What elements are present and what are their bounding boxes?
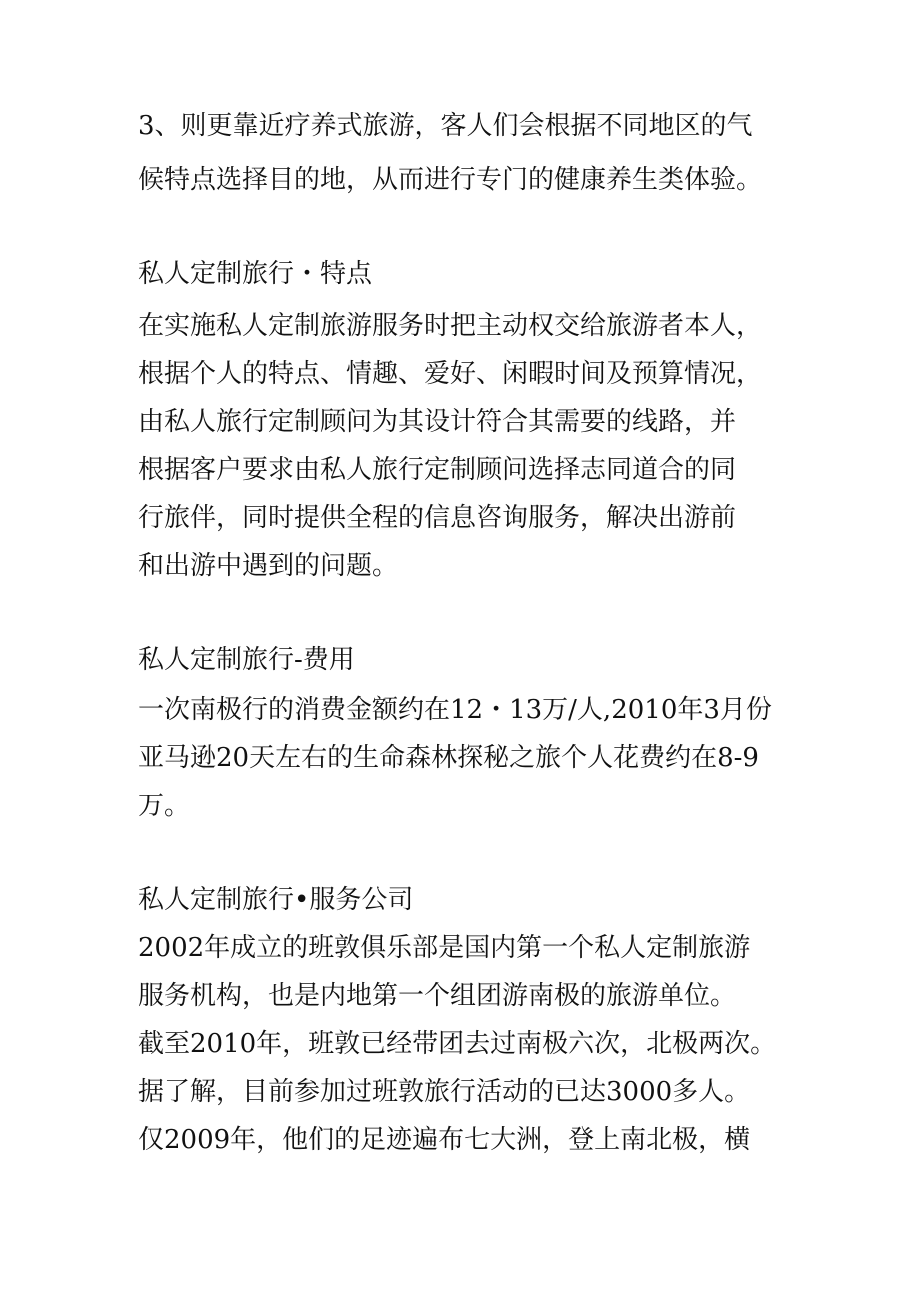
paragraph-line: 和出游中遇到的问题。 [138, 551, 399, 581]
paragraph-line: 根据客户要求由私人旅行定制顾问选择志同道合的同 [138, 455, 737, 485]
paragraph-line: 万。 [138, 791, 191, 821]
paragraph-line: 3、则更靠近疗养式旅游，客人们会根据不同地区的气 [138, 111, 753, 141]
section-heading-cost: 私人定制旅行-费用 [138, 645, 355, 675]
paragraph-line: 亚马逊20天左右的生命森林探秘之旅个人花费约在8-9 [138, 743, 759, 773]
paragraph-line: 截至2010年，班敦已经带团去过南极六次，北极两次。 [138, 1029, 777, 1059]
paragraph-line: 服务机构，也是内地第一个组团游南极的旅游单位。 [138, 981, 737, 1011]
paragraph-line: 在实施私人定制旅游服务时把主动权交给旅游者本人， [138, 311, 763, 341]
paragraph-line: 2002年成立的班敦俱乐部是国内第一个私人定制旅游 [138, 933, 751, 963]
paragraph-line: 由私人旅行定制顾问为其设计符合其需要的线路，并 [138, 407, 737, 437]
paragraph-line: 一次南极行的消费金额约在12・13万/人,2010年3月份 [138, 695, 772, 725]
section-heading-features: 私人定制旅行・特点 [138, 259, 373, 289]
paragraph-line: 行旅伴，同时提供全程的信息咨询服务，解决出游前 [138, 503, 737, 533]
section-heading-companies: 私人定制旅行•服务公司 [138, 885, 414, 915]
paragraph-line: 仅2009年，他们的足迹遍布七大洲，登上南北极，横 [138, 1125, 751, 1155]
paragraph-line: 据了解，目前参加过班敦旅行活动的已达3000多人。 [138, 1077, 751, 1107]
paragraph-line: 候特点选择目的地，从而进行专门的健康养生类体验。 [138, 165, 763, 195]
paragraph-line: 根据个人的特点、情趣、爱好、闲暇时间及预算情况， [138, 359, 763, 389]
